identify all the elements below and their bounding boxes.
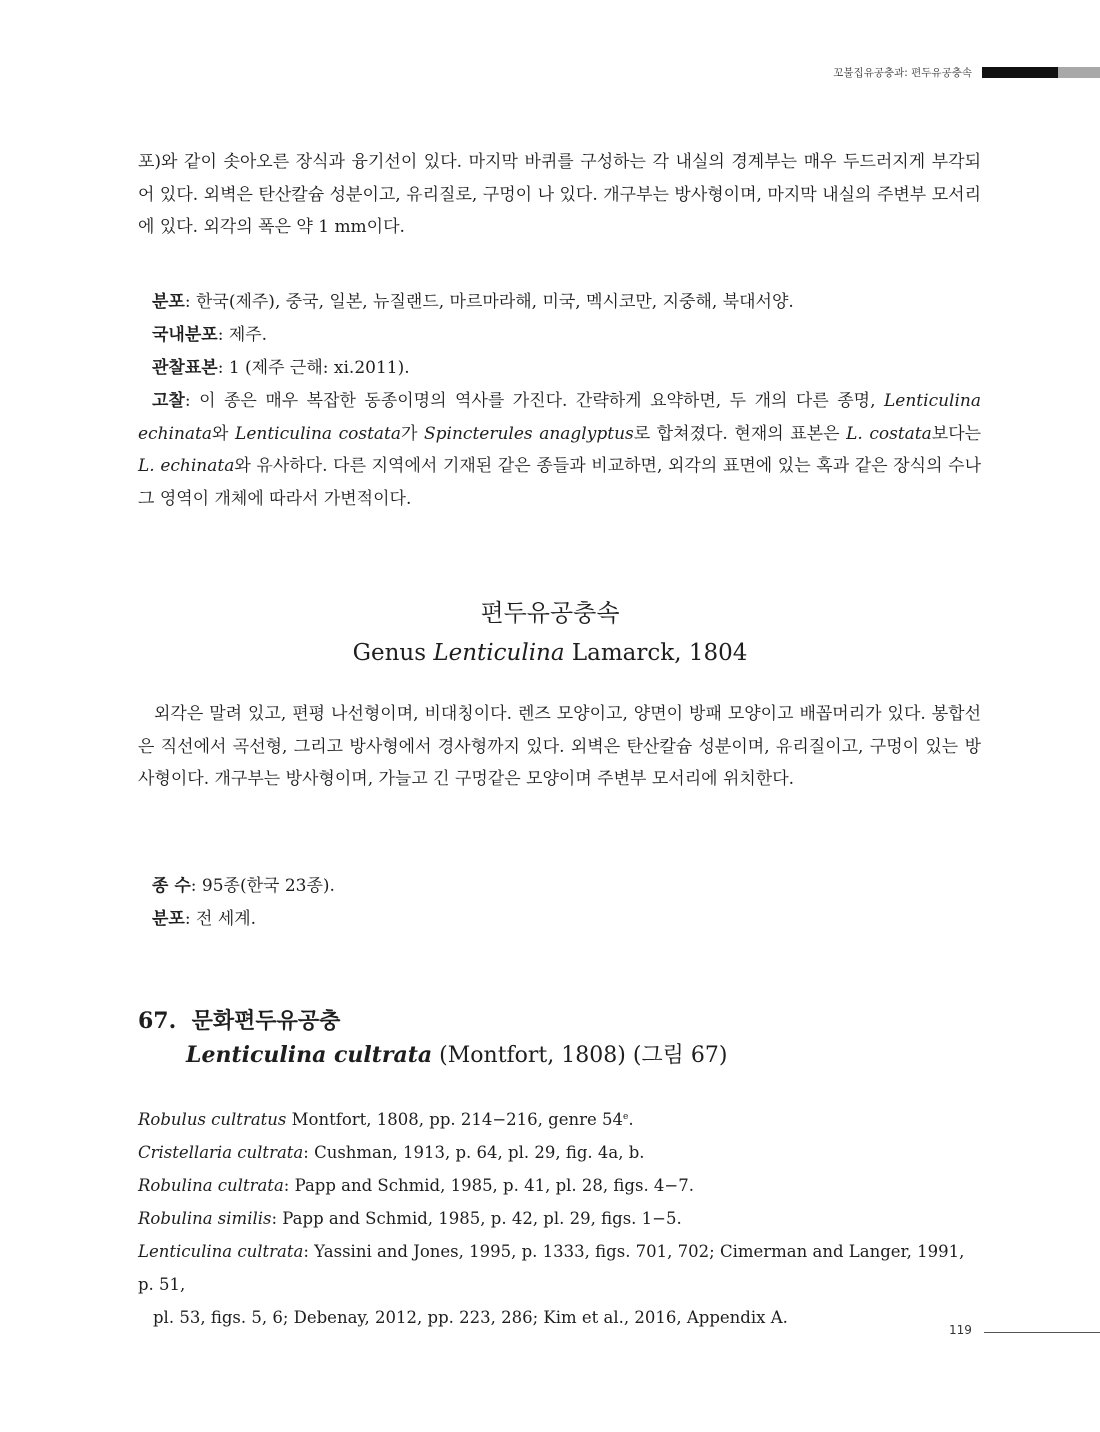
running-header — [833, 66, 1100, 78]
species-count-line — [152, 870, 981, 903]
discussion-label: 고찰 — [152, 391, 185, 411]
genus-title-scientific — [0, 638, 1100, 668]
genus-name: Lenticulina — [433, 640, 565, 666]
taxon-name: Lenticulina echinata — [138, 391, 981, 444]
genus-title-korean: 편두유공충속 — [480, 599, 620, 627]
synonym-name: Robulus cultratus — [138, 1110, 287, 1129]
genus-author: Lamarck, 1804 — [564, 640, 748, 666]
synonym-entry-continuation: pl. 53, figs. 5, 6; Debenay, 2012, pp. 223, 286; Kim et al., 2016, Appendix A. — [153, 1308, 788, 1327]
species-scientific-title — [138, 1040, 727, 1071]
synonym-name: Cristellaria cultrata — [138, 1143, 304, 1162]
synonym-name: Robulina cultrata — [138, 1176, 284, 1195]
domestic-text: : 제주. — [217, 325, 268, 345]
synonym-superscript: e — [623, 1112, 629, 1122]
species-count-label: 종 수 — [152, 876, 191, 896]
distribution-label: 분포 — [152, 292, 185, 312]
discussion-text: : 이 종은 매우 복잡한 동종이명의 역사를 가진다. 간략하게 요약하면, 두 개의 다른 종명, — [184, 391, 884, 411]
species-heading — [138, 1006, 727, 1071]
header-bar-light — [1058, 67, 1100, 78]
header-bar-dark — [982, 67, 1058, 78]
genus-heading — [0, 598, 1100, 668]
species-name-korean: 문화편두유공충 — [191, 1008, 341, 1034]
genus-distribution-text: : 전 세계. — [184, 909, 257, 929]
synonym-reference-end: . — [628, 1110, 634, 1129]
synonym-reference: : Yassini and Jones, 1995, p. 1333, figs. 701, 702; Cimerman and Langer, 1991, p. 51, — [138, 1242, 965, 1294]
intro-paragraph: 포)와 같이 솟아오른 장식과 융기선이 있다. 마지막 바퀴를 구성하는 각 내실의 경계부는 매우 두드러지게 부각되어 있다. 외벽은 탄산칼슘 성분이고, 유리질로, 구멍이 나 있다. 개구부는 방사형이며, 마지막 내실의 주변부 모서리에 있다. 외각의 폭은 약 1 mm이다. — [138, 152, 981, 237]
domestic-distribution-line — [152, 319, 981, 352]
taxon-name: Spincterules anaglyptus — [424, 423, 634, 444]
genus-fields — [138, 870, 981, 936]
discussion-text: 로 합쳐졌다. 현재의 표본은 — [633, 423, 847, 444]
discussion-text: 와 유사하다. 다른 지역에서 기재된 같은 종들과 비교하면, 외각의 표면에 있는 혹과 같은 장식의 수나 그 영역이 개체에 따라서 가변적이다. — [138, 456, 981, 509]
specimen-text: : 1 (제주 근해: xi.2011). — [217, 358, 410, 378]
synonym-name: Lenticulina cultrata — [138, 1242, 304, 1261]
synonym-entry — [138, 1202, 981, 1235]
footer-rule — [984, 1332, 1100, 1333]
distribution-line — [152, 286, 981, 319]
synonym-entry — [138, 1136, 981, 1169]
species-author: (Montfort, 1808) (그림 67) — [432, 1043, 728, 1068]
synonym-reference: : Papp and Schmid, 1985, p. 41, pl. 28, figs. 4−7. — [283, 1176, 694, 1195]
discussion-paragraph — [138, 385, 981, 515]
genus-description-section — [138, 698, 981, 796]
synonym-entry — [138, 1169, 981, 1202]
genus-distribution-label: 분포 — [152, 909, 185, 929]
synonym-reference: Montfort, 1808, pp. 214−216, genre 54 — [286, 1110, 624, 1129]
distribution-text: : 한국(제주), 중국, 일본, 뉴질랜드, 마르마라해, 미국, 멕시코만, 지중해, 북대서양. — [184, 292, 794, 312]
discussion-text: 가 — [401, 423, 425, 444]
genus-prefix: Genus — [352, 640, 434, 666]
species-number: 67. — [138, 1008, 177, 1034]
specimen-label: 관찰표본 — [152, 358, 218, 378]
genus-description: 외각은 말려 있고, 편평 나선형이며, 비대칭이다. 렌즈 모양이고, 양면이 방패 모양이고 배꼽머리가 있다. 봉합선은 직선에서 곡선형, 그리고 방사형에서 경사형까지 있다. 외벽은 탄산칼슘 성분이며, 유리질이고, 구멍이 있는 방사형이다. 개구부는 방사형이며, 가늘고 긴 구멍같은 모양이며 주변부 모서리에 위치한다. — [138, 704, 981, 789]
intro-section — [138, 146, 981, 244]
genus-distribution-line — [152, 903, 981, 936]
species-count-text: : 95종(한국 23종). — [190, 876, 335, 896]
domestic-label: 국내분포 — [152, 325, 218, 345]
synonym-reference: : Papp and Schmid, 1985, p. 42, pl. 29, figs. 1−5. — [271, 1209, 682, 1228]
specimen-line — [152, 352, 981, 385]
species-korean-title — [138, 1006, 727, 1036]
species-fields — [138, 286, 981, 515]
page-number: 119 — [949, 1323, 972, 1337]
taxon-name: Lenticulina costata — [235, 423, 402, 444]
discussion-text: 와 — [212, 423, 236, 444]
taxon-name: L. costata — [846, 423, 932, 444]
discussion-text: 보다는 — [931, 423, 982, 444]
running-title: 꼬불집유공충과: 편두유공충속 — [833, 66, 972, 79]
species-name-scientific: Lenticulina cultrata — [186, 1042, 433, 1068]
taxon-name: L. echinata — [138, 456, 235, 476]
synonym-entry — [138, 1235, 981, 1301]
synonym-reference: : Cushman, 1913, p. 64, pl. 29, fig. 4a, b. — [303, 1143, 645, 1162]
synonym-entry — [138, 1101, 981, 1136]
synonymy-list — [138, 1101, 981, 1334]
synonym-name: Robulina similis — [138, 1209, 272, 1228]
